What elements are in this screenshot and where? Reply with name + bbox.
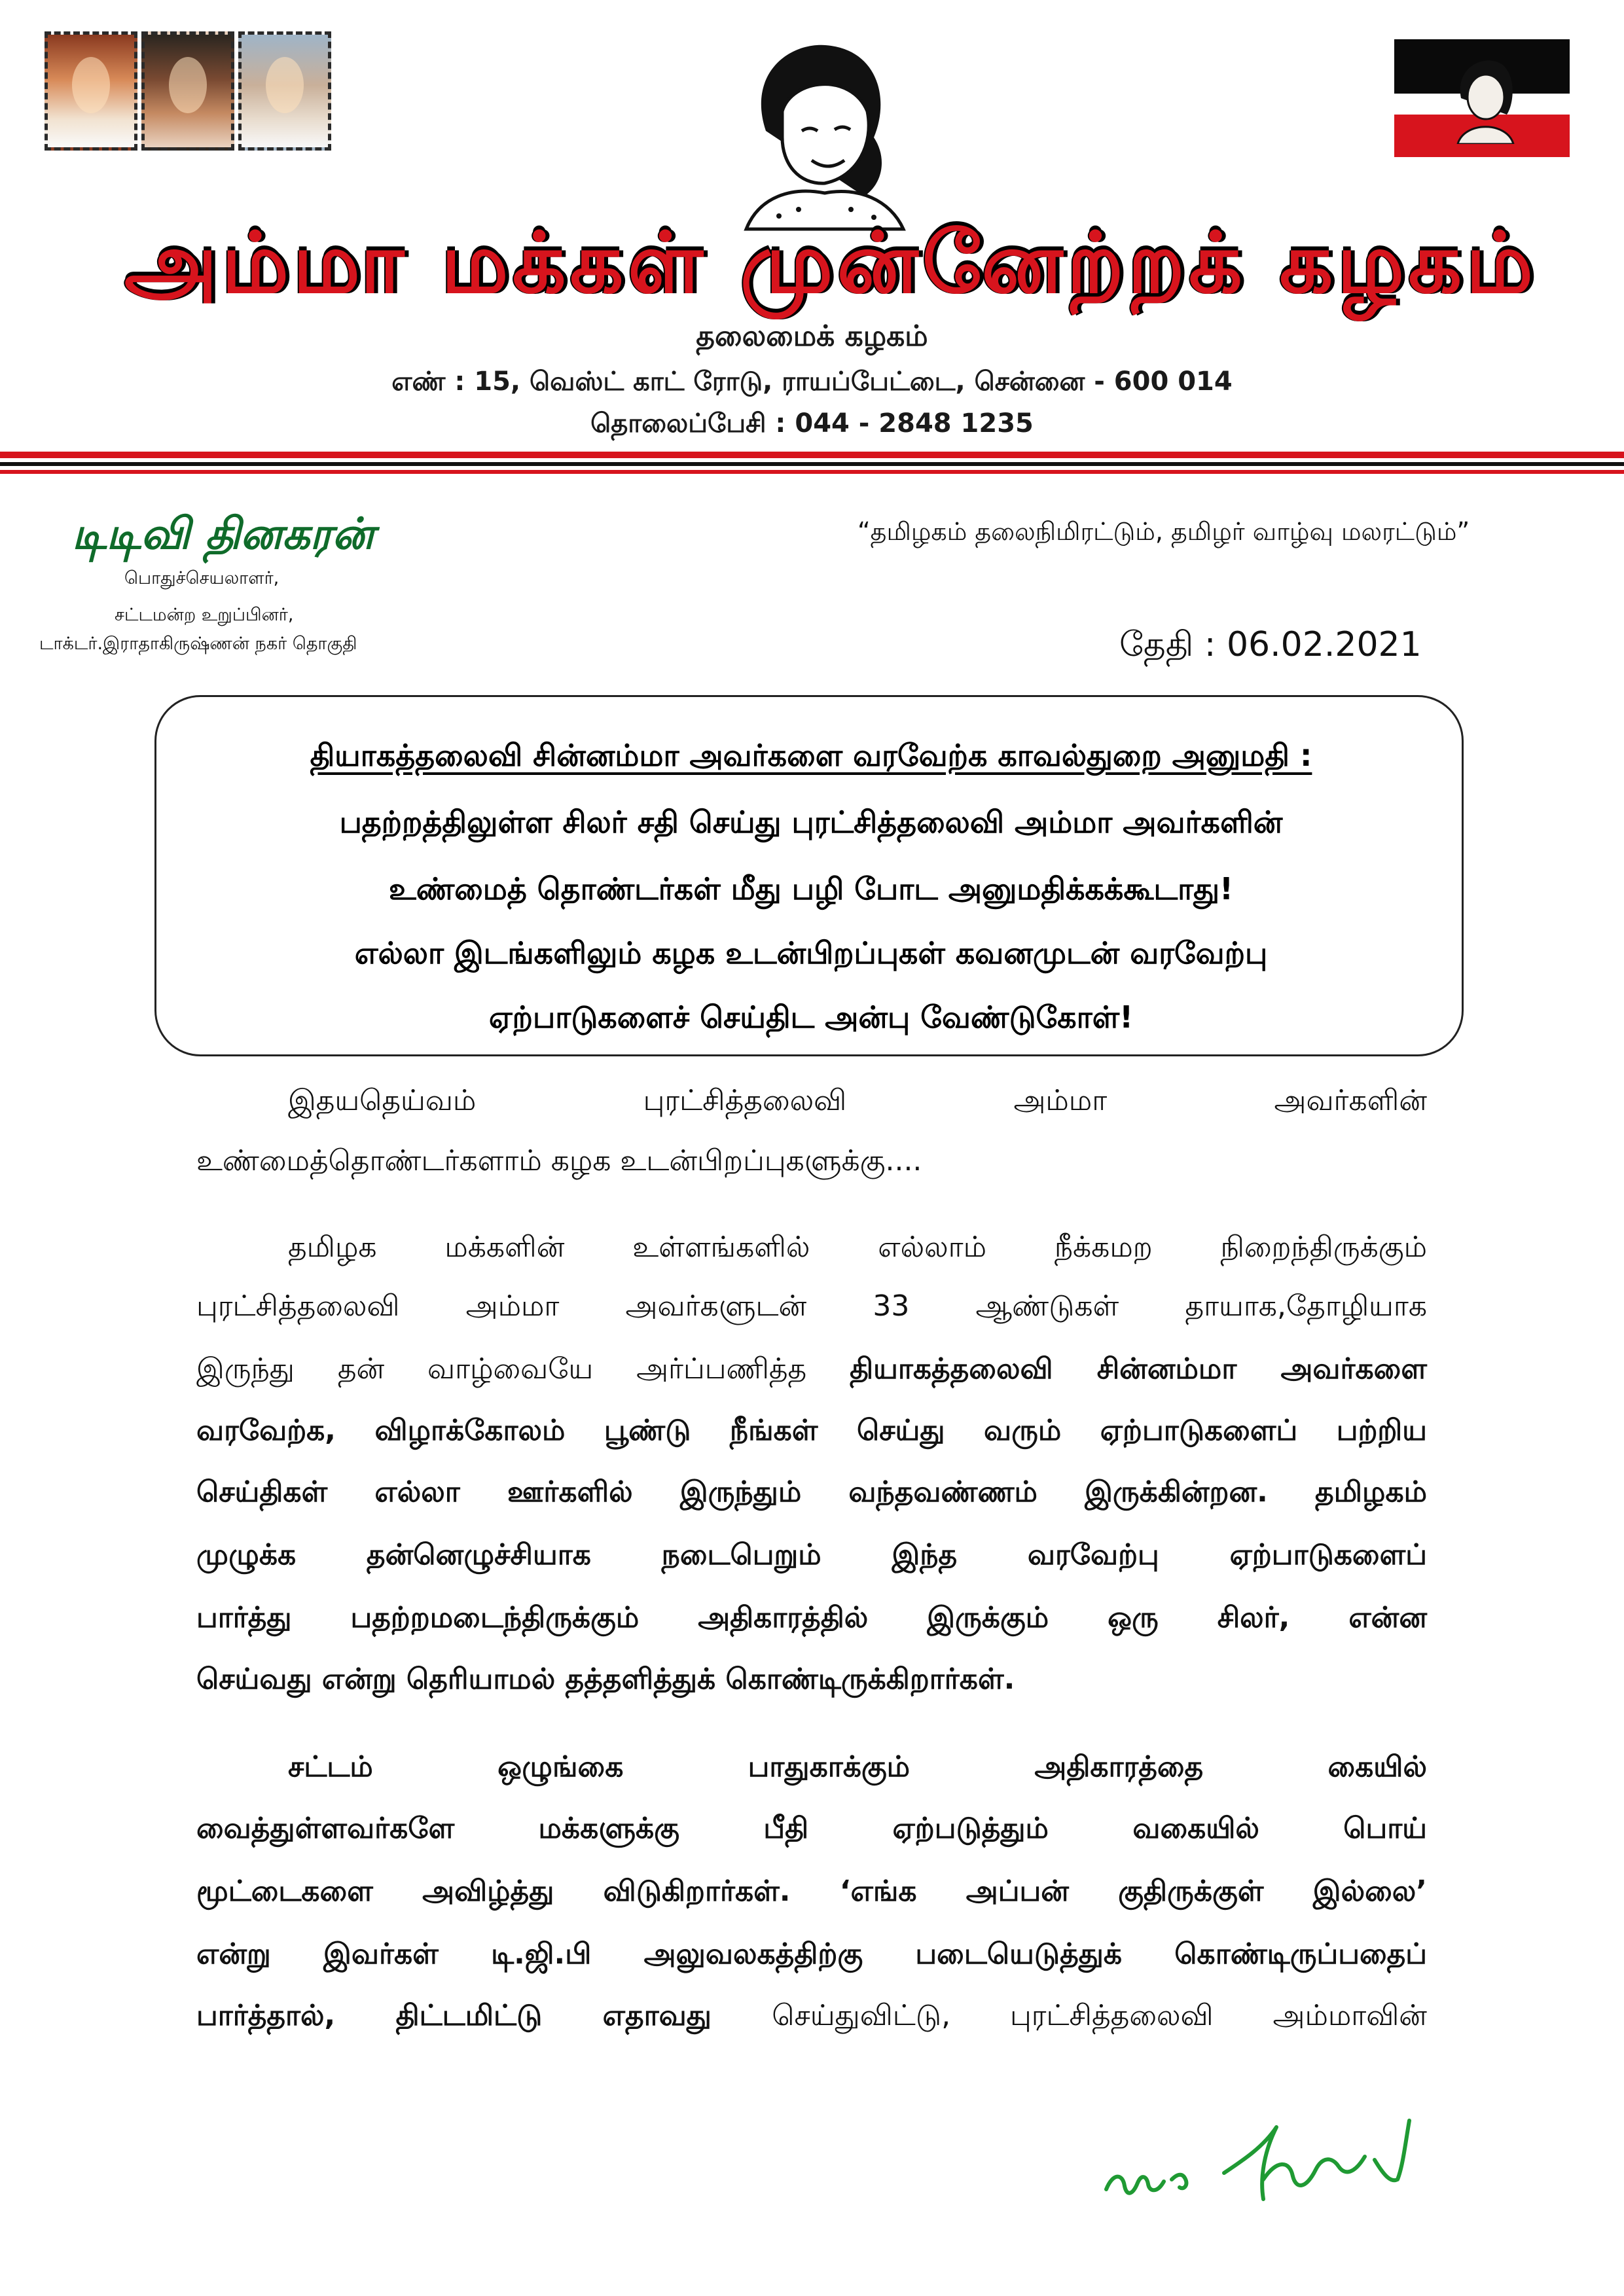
signature <box>1100 2101 1440 2219</box>
party-flag-badge <box>1394 39 1570 157</box>
headline-line: பதற்றத்திலுள்ள சிலர் சதி செய்து புரட்சித்தலைவி அம்மா அவர்களின் <box>339 804 1283 840</box>
paragraph-1-line: புரட்சித்தலைவி அம்மா அவர்களுடன் 33 ஆண்டுகள் தாயாக,தோழியாக <box>196 1289 1427 1323</box>
salutation-line-1: இதயதெய்வம் புரட்சித்தலைவி அம்மா அவர்களின் <box>288 1084 1427 1117</box>
document-date: தேதி : 06.02.2021 <box>1119 625 1422 664</box>
paragraph-2-line: சட்டம் ஒழுங்கை பாதுகாக்கும் அதிகாரத்தை கையில் <box>288 1750 1427 1784</box>
party-name: அம்மா மக்கள் முன்னேற்றக் கழகம் <box>124 215 1538 312</box>
paragraph-2-line: மூட்டைகளை அவிழ்த்து விடுகிறார்கள். ‘எங்க அப்பன் குதிருக்குள் இல்லை’ <box>196 1874 1427 1908</box>
paragraph-2-line: பார்த்தால், திட்டமிட்டு எதாவது செய்துவிட்டு, புரட்சித்தலைவி அம்மாவின் <box>196 1999 1427 2032</box>
sender-name: டிடிவி தினகரன் <box>72 508 374 559</box>
hq-address: எண் : 15, வெஸ்ட் காட் ரோடு, ராயப்பேட்டை, சென்னை - 600 014 <box>391 367 1233 397</box>
slogan: “தமிழகம் தலைநிமிரட்டும், தமிழர் வாழ்வு மலரட்டும்” <box>857 517 1470 546</box>
leader-portrait-sketch <box>720 33 916 236</box>
paragraph-1-line: முழுக்க தன்னெழுச்சியாக நடைபெறும் இந்த வரவேற்பு ஏற்பாடுகளைப் <box>196 1538 1427 1571</box>
portrait-2 <box>141 31 234 151</box>
leader-portraits <box>45 31 331 151</box>
paragraph-2-line: என்று இவர்கள் டி.ஜி.பி அலுவலகத்திற்கு படையெடுத்துக் கொண்டிருப்பதைப் <box>196 1937 1427 1971</box>
paragraph-1-line: வரவேற்க, விழாக்கோலம் பூண்டு நீங்கள் செய்து வரும் ஏற்பாடுகளைப் பற்றிய <box>196 1414 1427 1447</box>
paragraph-1-line: தமிழக மக்களின் உள்ளங்களில் எல்லாம் நீக்கமற நிறைந்திருக்கும் <box>288 1230 1427 1264</box>
paragraph-1-line: செய்வது என்று தெரியாமல் தத்தளித்துக் கொண்டிருக்கிறார்கள். <box>196 1662 1015 1696</box>
paragraph-2-line: வைத்துள்ளவர்களே மக்களுக்கு பீதி ஏற்படுத்தும் வகையில் பொய் <box>196 1812 1427 1845</box>
divider-red-top <box>0 452 1624 458</box>
portrait-1 <box>45 31 137 151</box>
sender-role: பொதுச்செயலாளர், <box>124 568 280 588</box>
hq-title: தலைமைக் கழகம் <box>696 319 928 353</box>
divider-red-bottom <box>0 470 1624 474</box>
headline-box <box>154 695 1464 1056</box>
sender-position: சட்டமன்ற உறுப்பினர், <box>115 605 294 625</box>
sender-constituency: டாக்டர்.இராதாகிருஷ்ணன் நகர் தொகுதி <box>39 634 357 654</box>
paragraph-1-line: செய்திகள் எல்லா ஊர்களில் இருந்தும் வந்தவண்ணம் இருக்கின்றன. தமிழகம் <box>196 1475 1427 1509</box>
divider-black <box>0 462 1624 466</box>
badge-portrait-icon <box>1448 52 1520 144</box>
headline-title: தியாகத்தலைவி சின்னம்மா அவர்களை வரவேற்க காவல்துறை அனுமதி : <box>310 738 1312 773</box>
headline-line: எல்லா இடங்களிலும் கழக உடன்பிறப்புகள் கவனமுடன் வரவேற்பு <box>354 935 1268 971</box>
headline-line: ஏற்பாடுகளைச் செய்திட அன்பு வேண்டுகோள்! <box>488 999 1134 1035</box>
paragraph-1-line: பார்த்து பதற்றமடைந்திருக்கும் அதிகாரத்தில் இருக்கும் ஒரு சிலர், என்ன <box>196 1601 1427 1634</box>
hq-phone: தொலைப்பேசி : 044 - 2848 1235 <box>590 408 1034 439</box>
portrait-3 <box>238 31 331 151</box>
paragraph-1-line: இருந்து தன் வாழ்வையே அர்ப்பணித்த தியாகத்தலைவி சின்னம்மா அவர்களை <box>196 1352 1427 1386</box>
salutation-line-2: உண்மைத்தொண்டர்களாம் கழக உடன்பிறப்புகளுக்கு.... <box>196 1144 922 1177</box>
headline-line: உண்மைத் தொண்டர்கள் மீது பழி போட அனுமதிக்கக்கூடாது! <box>389 871 1233 906</box>
